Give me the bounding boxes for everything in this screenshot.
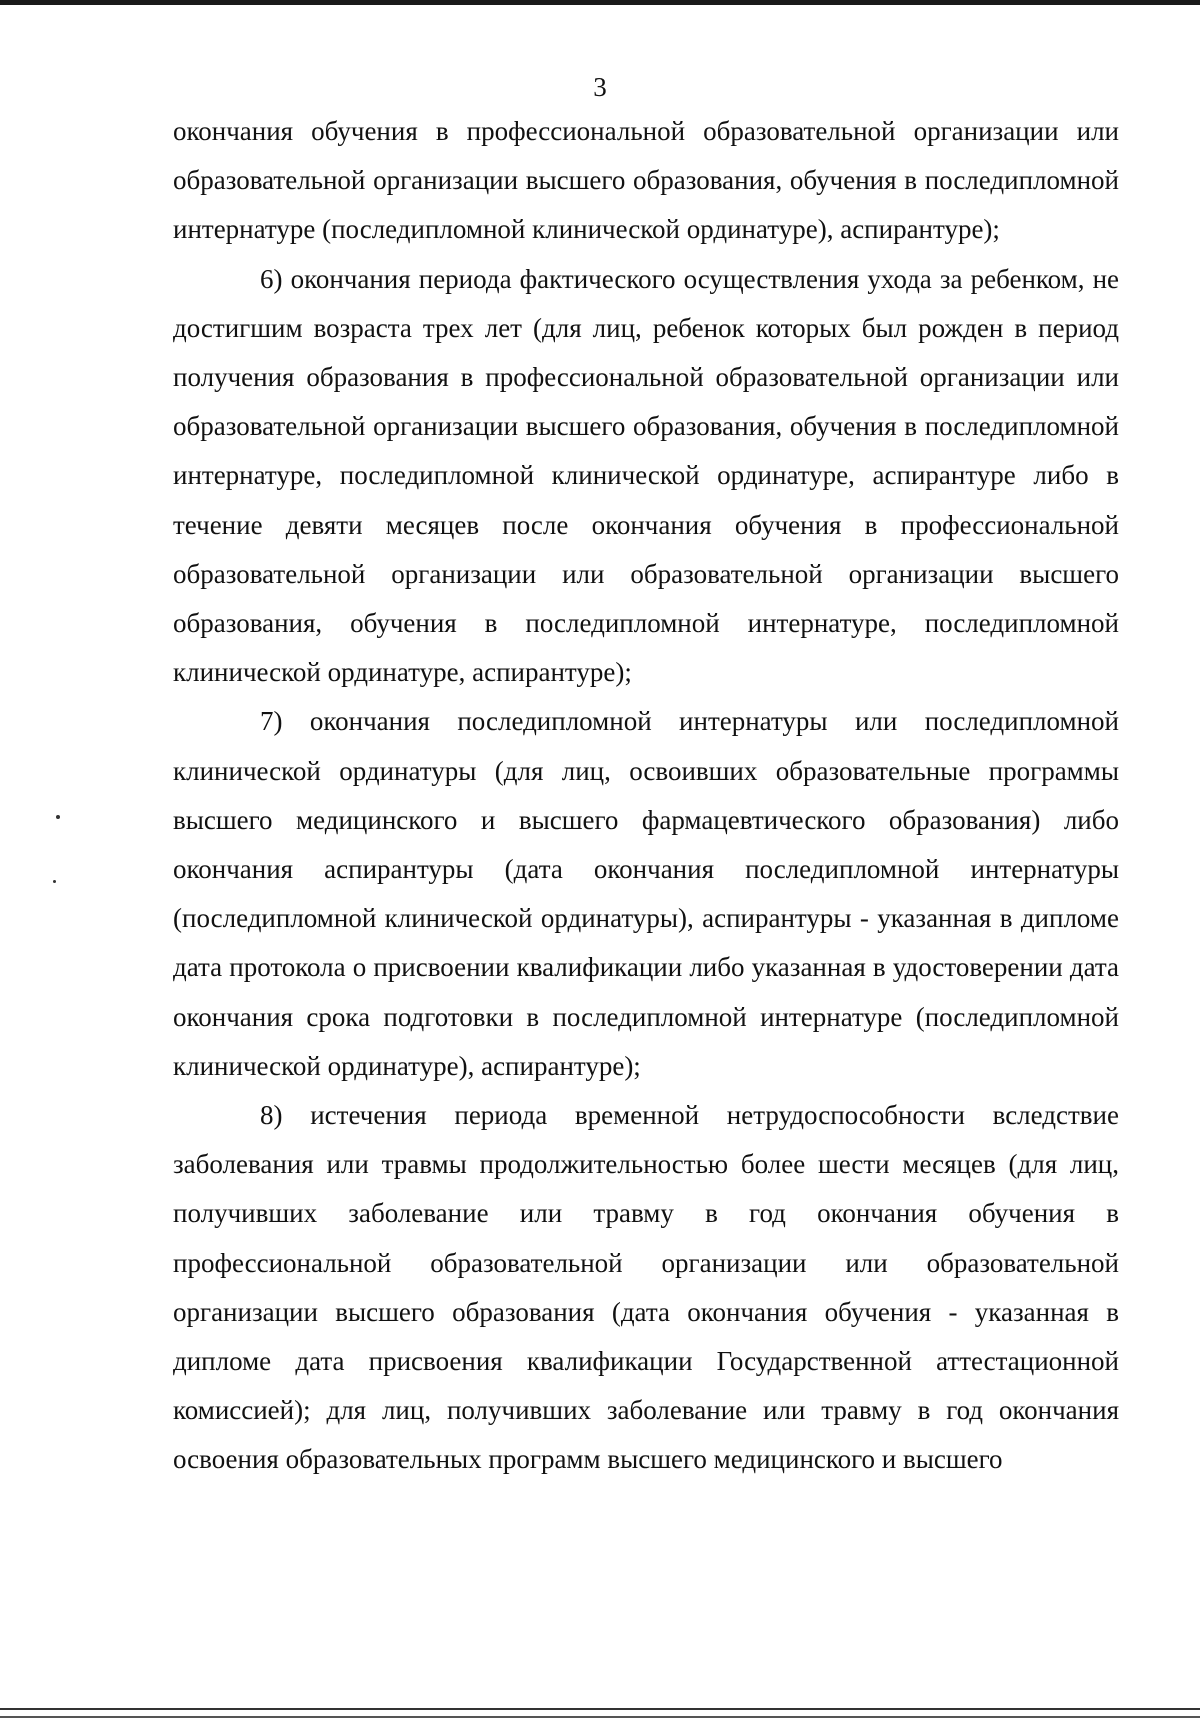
scan-speck: [53, 880, 56, 883]
scan-speck: [56, 815, 60, 819]
document-body: [173, 107, 1119, 1485]
bottom-scan-border: [0, 1708, 1200, 1710]
paragraph-item-7: 7) окончания последипломной интернатуры или последипломной клинической ординатуры (для лиц, освоивших образовательные программы высшего медицинского и высшего фармацевтического образования) либо окончания аспирантуры (дата окончания последипломной интернатуры (последипломной клинической ординатуры), аспирантуры - указанная в дипломе дата протокола о присвоении квалификации либо указанная в удостоверении дата окончания срока подготовки в последипломной интернатуре (последипломной клинической ординатуре), аспирантуре);: [173, 706, 1119, 1081]
top-scan-border: [0, 0, 1200, 5]
paragraph-continuation: окончания обучения в профессиональной образовательной организации или образовательной организации высшего образования, обучения в последипломной интернатуре (последипломной клинической ординатуре), аспирантуре);: [173, 116, 1119, 245]
page-number: 3: [593, 72, 607, 102]
paragraph-item-8: 8) истечения периода временной нетрудоспособности вследствие заболевания или травмы продолжительностью более шести месяцев (для лиц, получивших заболевание или травму в год окончания обучения в профессиональной образовательной организации или образовательной организации высшего образования (дата окончания обучения - указанная в дипломе дата присвоения квалификации Государственной аттестационной комиссией); для лиц, получивших заболевание или травму в год окончания освоения образовательных программ высшего медицинского и высшего: [173, 1100, 1119, 1475]
paragraph-item-6: 6) окончания периода фактического осуществления ухода за ребенком, не достигшим возраста трех лет (для лиц, ребенок которых был рожден в период получения образования в профессиональной образовательной организации или образовательной организации высшего образования, обучения в последипломной интернатуре, последипломной клинической ординатуре, аспирантуре либо в течение девяти месяцев после окончания обучения в профессиональной образовательной организации или образовательной организации высшего образования, обучения в последипломной интернатуре, последипломной клинической ординатуре, аспирантуре);: [173, 263, 1119, 688]
bottom-scan-border-secondary: [0, 1716, 1200, 1718]
